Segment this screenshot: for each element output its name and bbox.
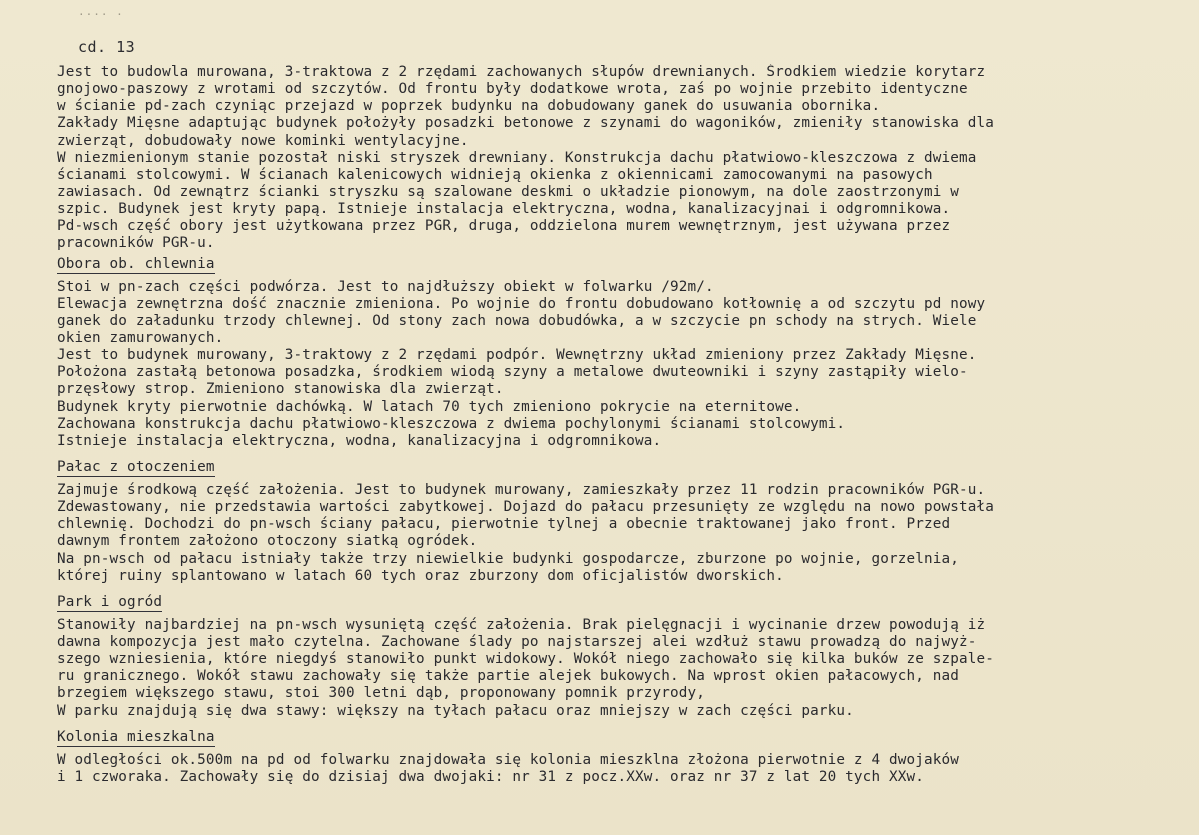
text-line: dawnym frontem założono otoczony siatką ogródek. <box>57 533 478 550</box>
section <box>57 720 1182 786</box>
text-line: brzegiem większego stawu, stoi 300 letni dąb, proponowany pomnik przyrody, <box>57 685 706 702</box>
text-line: szpic. Budynek jest kryty papą. Istnieje instalacja elektryczna, wodna, kanalizacyjnai i odgromnikowa. <box>57 201 951 218</box>
text-line: okien zamurowanych. <box>57 329 224 346</box>
document-body <box>57 64 1182 786</box>
text-line: chlewnię. Dochodzi do pn-wsch ściany pałacu, pierwotnie tylnej a obecnie traktowanej jako front. Przed <box>57 516 951 533</box>
section-heading: Obora ob. chlewnia <box>57 255 215 272</box>
text-line: pracowników PGR-u. <box>57 235 215 252</box>
text-line: Stanowiły najbardziej na pn-wsch wysuniętą część założenia. Brak pielęgnacji i wycinanie drzew powodują iż <box>57 616 986 633</box>
text-line: dawna kompozycja jest mało czytelna. Zachowane ślady po najstarszej alei wzdłuż stawu prowadzą do najwyż- <box>57 633 977 650</box>
intro-paragraph <box>57 64 1182 253</box>
text-line: ganek do załadunku trzody chlewnej. Od stony zach nowa dobudówka, a w szczycie pn schody na strych. Wiele <box>57 312 977 329</box>
faded-stamp: ···· · <box>78 8 124 21</box>
text-line: Stoi w pn-zach części podwórza. Jest to najdłuższy obiekt w folwarku /92m/. <box>57 278 714 295</box>
text-line: ścianami stolcowymi. W ścianach kalenicowych widnieją okienka z okiennicami zamocowanymi na pasowych <box>57 166 933 183</box>
text-line: Jest to budynek murowany, 3-traktowy z 2 rzędami podpór. Wewnętrzny układ zmieniony przez Zakłady Mięsne. <box>57 347 977 364</box>
text-line: Zajmuje środkową część założenia. Jest to budynek murowany, zamieszkały przez 11 rodzin pracowników PGR-u. <box>57 481 986 498</box>
text-line: gnojowo-paszowy z wrotami od szczytów. Od frontu były dodatkowe wrota, zaś po wojnie przebito identyczne <box>57 81 968 98</box>
text-line: przęsłowy strop. Zmieniono stanowiska dla zwierząt. <box>57 381 504 398</box>
text-line: której ruiny splantowano w latach 60 tych oraz zburzony dom oficjalistów dworskich. <box>57 567 784 584</box>
text-line: Zdewastowany, nie przedstawia wartości zabytkowej. Dojazd do pałacu przesunięty ze względu na nowo powstała <box>57 499 995 516</box>
text-line: Zachowana konstrukcja dachu płatwiowo-kleszczowa z dwiema pochylonymi ścianami stolcowymi. <box>57 415 846 432</box>
text-line: W parku znajdują się dwa stawy: większy na tyłach pałacu oraz mniejszy w zach części parku. <box>57 702 854 719</box>
section <box>57 585 1182 720</box>
text-line: Na pn-wsch od pałacu istniały także trzy niewielkie budynki gospodarcze, zburzone po wojnie, gorzelnia, <box>57 550 960 567</box>
text-line: Elewacja zewnętrzna dość znacznie zmieniona. Po wojnie do frontu dobudowano kotłownię a od szczytu pd nowy <box>57 295 986 312</box>
text-line: ru granicznego. Wokół stawu zachowały się także partie alejek bukowych. Na wprost okien pałacowych, nad <box>57 668 960 685</box>
section-heading: Pałac z otoczeniem <box>57 458 215 475</box>
sections-container <box>57 253 1182 786</box>
section-heading: Park i ogród <box>57 593 163 610</box>
text-line: Położona zastałą betonowa posadzka, środkiem wiodą szyny a metalowe dwuteowniki i szyny zastąpiły wielo- <box>57 364 968 381</box>
text-line: Jest to budowla murowana, 3-traktowa z 2 rzędami zachowanych słupów drewnianych. Środkiem wiedzie korytarz <box>57 64 986 80</box>
text-line: W odległości ok.500m na pd od folwarku znajdowała się kolonia mieszklna złożona pierwotnie z 4 dwojaków <box>57 751 960 768</box>
section-heading: Kolonia mieszkalna <box>57 728 215 745</box>
page-number: cd. 13 <box>78 38 136 56</box>
text-line: w ścianie pd-zach czyniąc przejazd w poprzek budynku na dobudowany ganek do usuwania obornika. <box>57 98 881 115</box>
text-line: i 1 czworaka. Zachowały się do dzisiaj dwa dwojaki: nr 31 z pocz.XXw. oraz nr 37 z lat 20 tych XXw. <box>57 768 924 785</box>
text-line: Zakłady Mięsne adaptując budynek położyły posadzki betonowe z szynami do wagoników, zmieniły stanowiska dla <box>57 115 995 132</box>
text-line: zwierząt, dobudowały nowe kominki wentylacyjne. <box>57 132 469 149</box>
text-line: zawiasach. Od zewnątrz ścianki stryszku są szalowane deskmi o układzie pionowym, na dole zaostrzonymi w <box>57 183 960 200</box>
text-line: Budynek kryty pierwotnie dachówką. W latach 70 tych zmieniono pokrycie na eternitowe. <box>57 398 802 415</box>
section <box>57 450 1182 585</box>
text-line: W niezmienionym stanie pozostał niski stryszek drewniany. Konstrukcja dachu płatwiowo-kleszczowa z dwiema <box>57 149 977 166</box>
text-line: Pd-wsch część obory jest użytkowana przez PGR, druga, oddzielona murem wewnętrznym, jest używana przez <box>57 218 951 235</box>
text-line: szego wzniesienia, które niegdyś stanowiło punkt widokowy. Wokół niego zachowało się kilka buków ze szpale- <box>57 651 995 668</box>
section <box>57 253 1182 450</box>
text-line: Istnieje instalacja elektryczna, wodna, kanalizacyjna i odgromnikowa. <box>57 432 662 449</box>
